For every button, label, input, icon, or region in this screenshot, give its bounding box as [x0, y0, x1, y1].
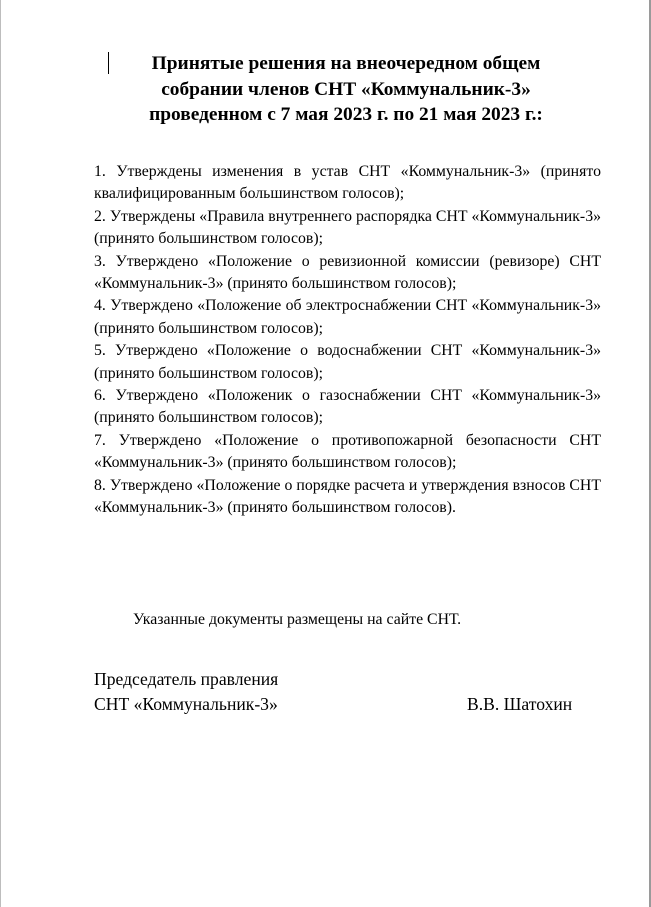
documents-note: Указанные документы размещены на сайте СНТ.: [133, 611, 462, 628]
decisions-list: [94, 161, 601, 520]
decision-item-4: 4. Утверждено «Положение об электроснабжении СНТ «Коммунальник-3» (принято большинством голосов);: [94, 297, 601, 337]
signature-position-line-1: Председатель правления: [94, 669, 279, 689]
decision-item-7: 7. Утверждено «Положение о противопожарной безопасности СНТ «Коммунальник-3» (принято большинством голосов);: [94, 431, 601, 472]
decision-item-1: 1. Утверждены изменения в устав СНТ «Коммунальник-3» (принято квалифицированным большинством голосов);: [94, 163, 601, 203]
signature-name: В.В. Шатохин: [467, 694, 573, 714]
title-line-3: проведенном с 7 мая 2023 г. по 21 мая 2023 г.:: [149, 104, 543, 125]
decision-item-6: 6. Утверждено «Положеник о газоснабжении СНТ «Коммунальник-3» (принято большинством голосов);: [94, 387, 601, 427]
decision-item-5: 5. Утверждено «Положение о водоснабжении СНТ «Коммунальник-3» (принято большинством голосов);: [94, 342, 601, 382]
decision-item-3: 3. Утверждено «Положение о ревизионной комиссии (ревизоре) СНТ «Коммунальник-3» (принято большинством голосов);: [94, 252, 601, 293]
decision-item-8: 8. Утверждено «Положение о порядке расчета и утверждения взносов СНТ «Коммунальник-3» (принято большинством голосов).: [94, 476, 601, 517]
signature-position-line-2: СНТ «Коммунальник-3»: [94, 694, 278, 714]
decision-item-2: 2. Утверждены «Правила внутреннего распорядка СНТ «Коммунальник-3» (принято большинством голосов);: [94, 207, 601, 248]
title-line-1: Принятые решения на внеочередном общем: [151, 53, 541, 74]
document-title: [90, 51, 602, 128]
page-edge-left: [0, 0, 1, 907]
title-line-2: собрании членов СНТ «Коммунальник-3»: [161, 78, 531, 100]
